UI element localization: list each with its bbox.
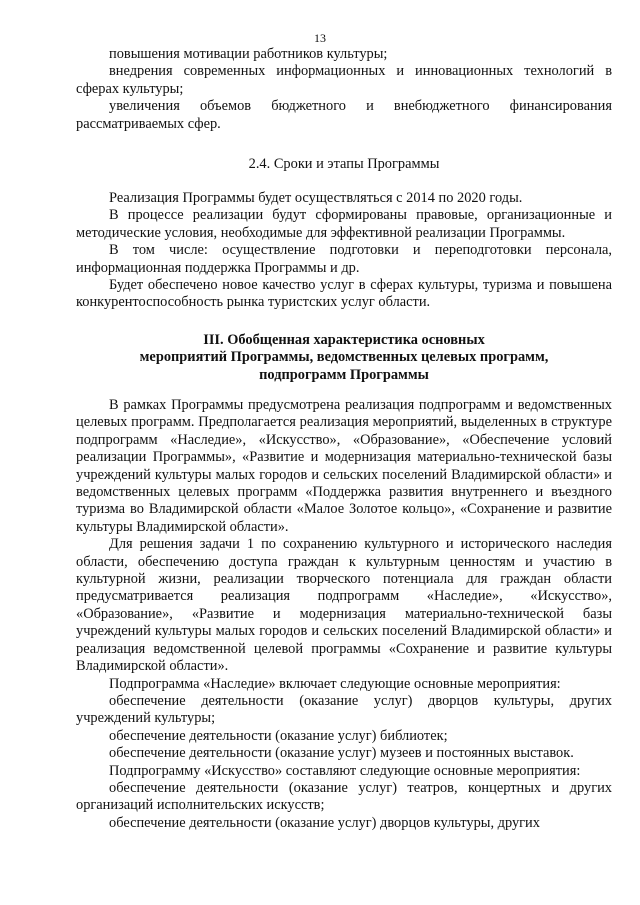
section-title-line: мероприятий Программы, ведомственных целевых программ, bbox=[139, 349, 549, 366]
section-title-line: III. Обобщенная характеристика основных bbox=[203, 332, 485, 348]
paragraph: обеспечение деятельности (оказание услуг) дворцов культуры, других учреждений культуры; bbox=[76, 692, 612, 727]
section-2-4-body bbox=[76, 190, 612, 312]
intro-list bbox=[76, 46, 612, 133]
paragraph: обеспечение деятельности (оказание услуг) театров, концертных и других организаций исполнительских искусств; bbox=[76, 779, 612, 814]
paragraph: обеспечение деятельности (оказание услуг) библиотек; bbox=[109, 727, 448, 744]
section-3-heading bbox=[76, 332, 612, 384]
paragraph: обеспечение деятельности (оказание услуг) дворцов культуры, других bbox=[109, 814, 540, 831]
section-title-line: подпрограмм Программы bbox=[259, 366, 429, 383]
section-3-body bbox=[76, 397, 612, 832]
paragraph: В рамках Программы предусмотрена реализация подпрограмм и ведомственных целевых программ. Предполагается реализация мероприятий, выделенных в структуре подпрограмм «Наследие», «Искусство», «Образование», «Обеспечение условий реализации Программы», «Развитие и модернизация материально-технической базы учреждений культуры малых городов и сельских поселений Владимирской области» и ведомственных целевых программ «Поддержка развития внутреннего и въездного туризма во Владимирской области «Малое Золотое кольцо», «Сохранение и развитие культуры Владимирской области». bbox=[76, 397, 612, 535]
paragraph: Для решения задачи 1 по сохранению культурного и исторического наследия области, обеспечению доступа граждан к культурным ценностям и участию в культурной жизни, реализации творческого потенциала для граждан области предусматривается реализация подпрограмм «Наследие», «Искусство», «Образование», «Развитие и модернизация материально-технической базы учреждений культуры малых городов и сельских поселений Владимирской области» и реализация ведомственной целевой программы «Сохранение и развитие культуры Владимирской области». bbox=[76, 536, 612, 675]
paragraph: обеспечение деятельности (оказание услуг) музеев и постоянных выставок. bbox=[109, 745, 574, 762]
section-title: 2.4. Сроки и этапы Программы bbox=[248, 156, 440, 172]
paragraph: В том числе: осуществление подготовки и переподготовки персонала, информационная поддержка Программы и др. bbox=[76, 242, 612, 276]
section-heading-2-4 bbox=[76, 156, 612, 173]
paragraph: Будет обеспечено новое качество услуг в сферах культуры, туризма и повышена конкурентоспособность рынка туристских услуг области. bbox=[76, 277, 612, 311]
paragraph: Подпрограмма «Наследие» включает следующие основные мероприятия: bbox=[109, 675, 561, 692]
page-number: 13 bbox=[314, 31, 326, 45]
list-item: внедрения современных информационных и инновационных технологий в сферах культуры; bbox=[76, 63, 612, 97]
paragraph: Реализация Программы будет осуществляться с 2014 по 2020 годы. bbox=[109, 190, 523, 206]
paragraph: Подпрограмму «Искусство» составляют следующие основные мероприятия: bbox=[109, 762, 581, 779]
paragraph: В процессе реализации будут сформированы правовые, организационные и методические условия, необходимые для эффективной реализации Программы. bbox=[76, 207, 612, 241]
list-item: увеличения объемов бюджетного и внебюджетного финансирования рассматриваемых сфер. bbox=[76, 98, 612, 132]
list-item: повышения мотивации работников культуры; bbox=[109, 46, 388, 62]
